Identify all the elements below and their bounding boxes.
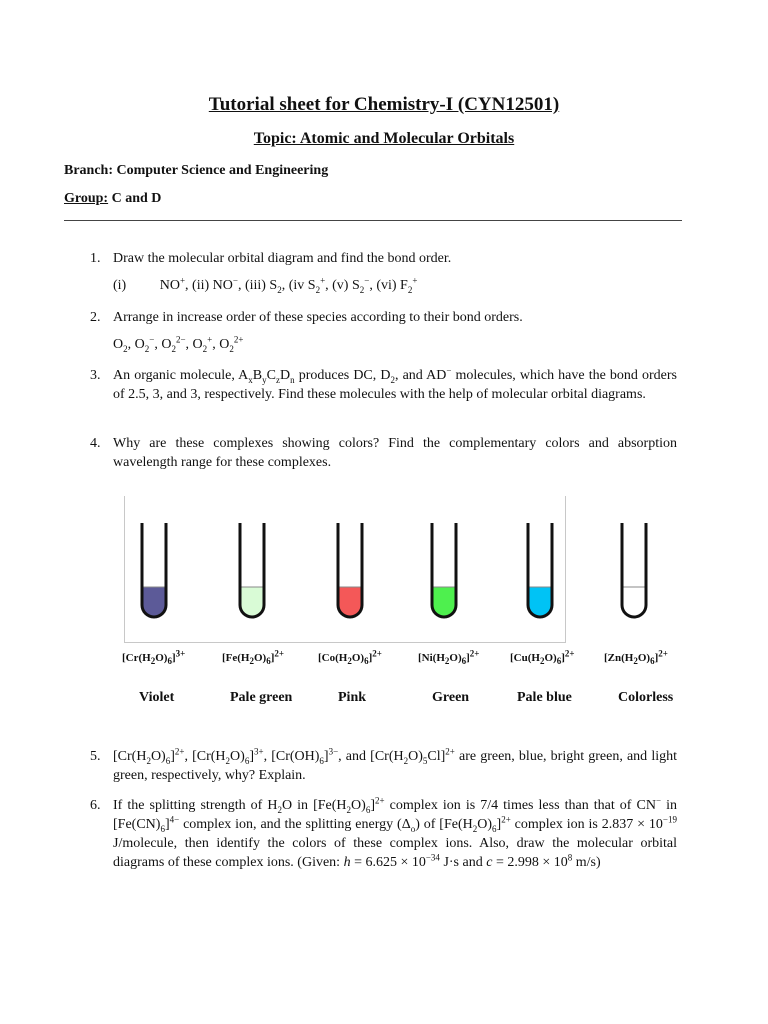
color-name-pink: Pink (338, 690, 367, 705)
question-text: An organic molecule, $A_xB_yC_zD_n$ produces DC, $D_2$, and AD− molecules, which have the bond orders of 2.5, 3, and 3, respectively. Find these molecules with the help of molecular orbital diagrams. (113, 365, 677, 402)
question-number: 6. (90, 798, 101, 813)
color-name-pale-green: Pale green (230, 690, 293, 705)
question-text: Why are these complexes showing colors? Find the complementary colors and absorption wavelength range for these complexes. (113, 436, 677, 470)
topic-heading: Topic: Atomic and Molecular Orbitals (253, 130, 515, 147)
test-tube (338, 523, 362, 617)
question-number: 3. (90, 368, 101, 383)
question-text: Draw the molecular orbital diagram and find the bond order. (113, 251, 452, 266)
complex-label-fe: $[Fe(H_2O)_6]^{2+}$ (222, 648, 285, 667)
color-name-colorless: Colorless (618, 690, 674, 705)
page-title: Tutorial sheet for Chemistry-I (CYN12501) (208, 94, 560, 115)
color-name-violet: Violet (139, 690, 175, 705)
group-line (64, 191, 161, 207)
complex-label-cu: $[Cu(H_2O)_6]^{2+}$ (510, 648, 575, 667)
group-value: C and D (108, 191, 162, 206)
test-tube (622, 523, 646, 617)
test-tube-figure (110, 515, 710, 640)
complex-label-co: $[Co(H_2O)_6]^{2+}$ (318, 648, 382, 667)
color-name-pale-blue: Pale blue (517, 690, 572, 705)
complex-label-cr: $[Cr(H_2O)_6]^{3+}$ (122, 648, 186, 667)
question-number: 1. (90, 251, 101, 266)
test-tube (528, 523, 552, 617)
question-text: Arrange in increase order of these species according to their bond orders. (113, 310, 523, 325)
question-number: 5. (90, 749, 101, 764)
test-tube (240, 523, 264, 617)
question-number: 4. (90, 436, 101, 451)
question-number: 2. (90, 310, 101, 325)
test-tube (432, 523, 456, 617)
header-divider (64, 220, 682, 221)
question-text: If the splitting strength of $H_2O$ in $[Fe(H_2O)_6]^{2+}$ complex ion is 7/4 times less than that of CN− in $[Fe(CN)_6]^{4-}$ complex ion, and the splitting energy $(\Delta_o)$ of $[Fe(H_2O)_6]^{2+}$ complex ion is $2.837 \times 10^{-19}$ J/molecule, then identify the colors of these complex ions. Also, draw the molecular orbital diagrams of these complex ions. (Given: $h = 6.625 \times 10^{-34}$ J·s and $c = 2.998 \times 10^8$ m/s) (113, 795, 678, 870)
branch-line: Branch: Computer Science and Engineering (64, 163, 329, 178)
color-name-green: Green (432, 690, 470, 705)
question-2-species: $O_2$, $O_2^-$, $O_2^{2-}$, $O_2^+$, $O_2^{2+}$ (113, 334, 244, 354)
complex-label-ni: $[Ni(H_2O)_6]^{2+}$ (418, 648, 480, 667)
group-label: Group: (64, 191, 109, 206)
species-list: NO+, (ii) NO−, (iii) $S_2$, (iv $S_2^+$, (v) $S_2^-$, (vi) $F_2^+$ (159, 275, 418, 295)
test-tube (142, 523, 166, 617)
question-text: $[Cr(H_2O)_6]^{2+}$, $[Cr(H_2O)_6]^{3+}$, $[Cr(OH)_6]^{3-}$, and $[Cr(H_2O)_5Cl]^{2+}$ are green, blue, bright green, and light green, respectively, why? Explain. (113, 746, 677, 783)
complex-label-zn: $[Zn(H_2O)_6]^{2+}$ (604, 648, 668, 667)
question-1-species (113, 275, 418, 295)
sub-label: (i) (113, 278, 127, 293)
